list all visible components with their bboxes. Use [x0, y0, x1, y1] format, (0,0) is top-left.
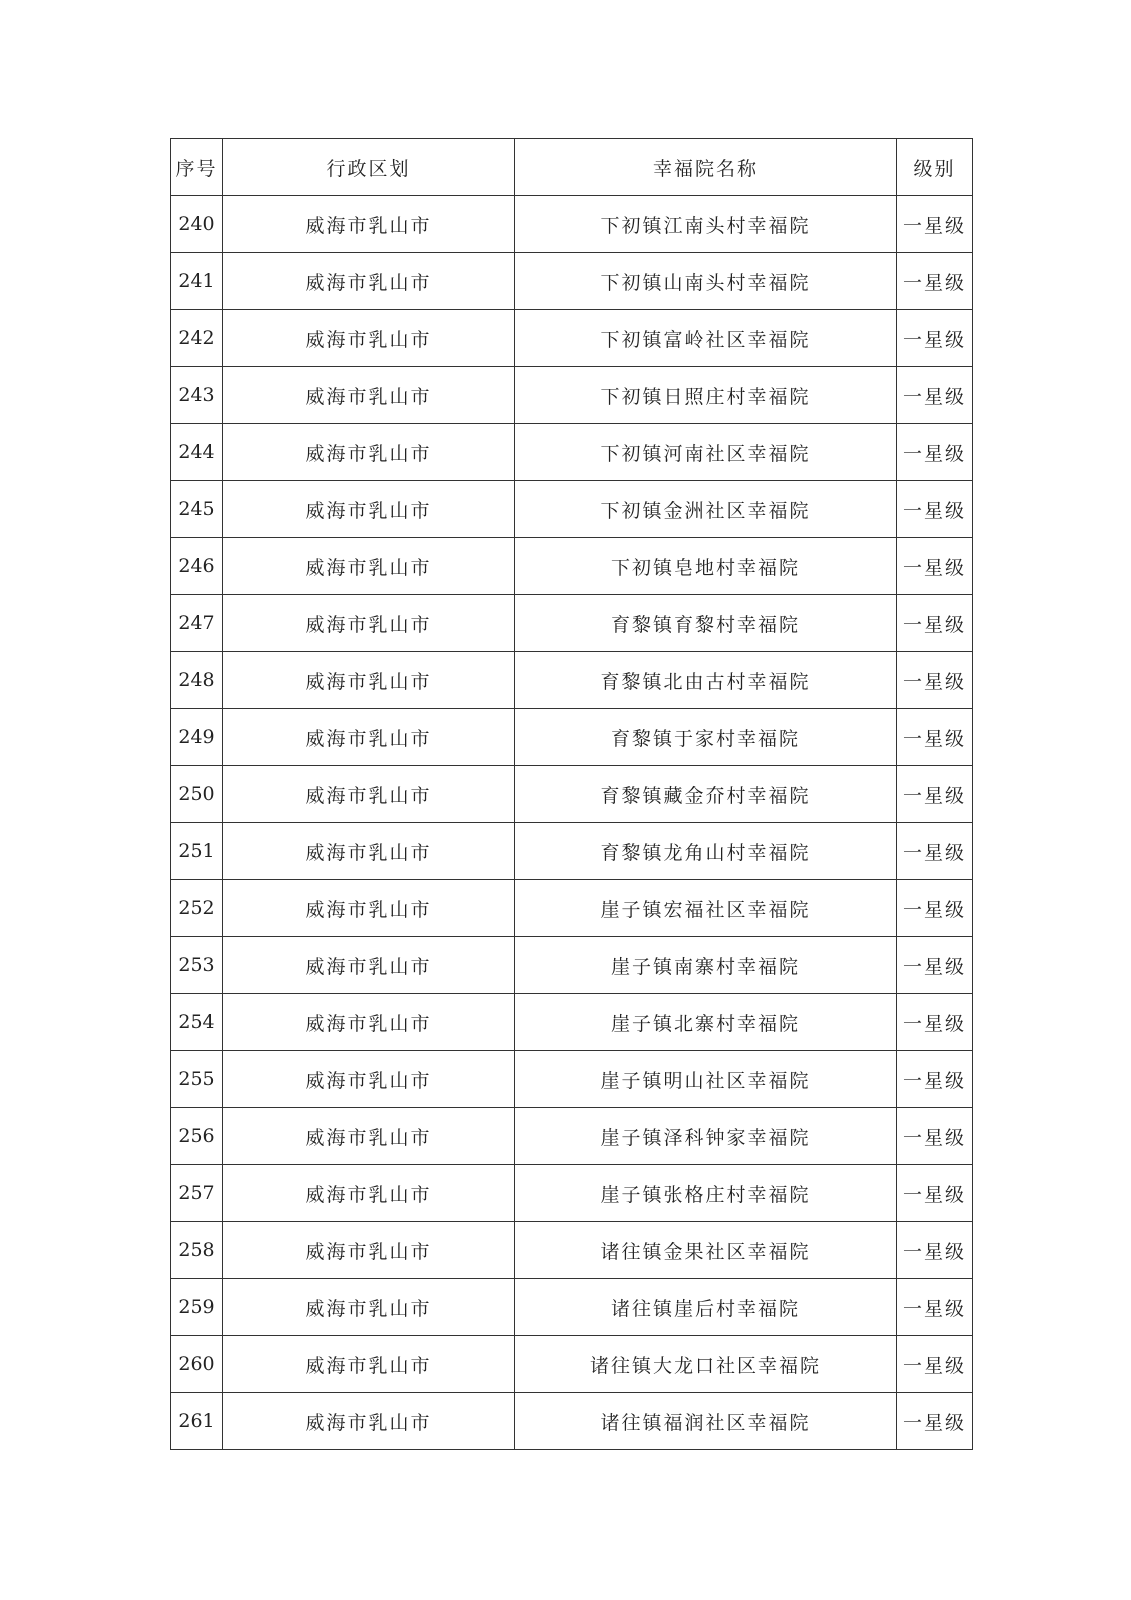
table-row	[171, 196, 973, 253]
cell-index: 245	[171, 481, 223, 538]
cell-name: 崖子镇宏福社区幸福院	[515, 880, 897, 937]
table-row	[171, 1222, 973, 1279]
cell-index: 253	[171, 937, 223, 994]
cell-index: 259	[171, 1279, 223, 1336]
cell-name: 育黎镇北由古村幸福院	[515, 652, 897, 709]
cell-region: 威海市乳山市	[223, 652, 515, 709]
cell-level: 一星级	[897, 196, 973, 253]
cell-level: 一星级	[897, 1393, 973, 1450]
header-region: 行政区划	[223, 139, 515, 196]
table-row	[171, 1393, 973, 1450]
cell-name: 崖子镇北寨村幸福院	[515, 994, 897, 1051]
cell-region: 威海市乳山市	[223, 196, 515, 253]
cell-region: 威海市乳山市	[223, 538, 515, 595]
cell-name: 下初镇富岭社区幸福院	[515, 310, 897, 367]
table-body	[171, 196, 973, 1450]
cell-level: 一星级	[897, 310, 973, 367]
table-row	[171, 367, 973, 424]
cell-index: 241	[171, 253, 223, 310]
table-row	[171, 1051, 973, 1108]
cell-region: 威海市乳山市	[223, 310, 515, 367]
table-row	[171, 1108, 973, 1165]
cell-region: 威海市乳山市	[223, 1108, 515, 1165]
cell-level: 一星级	[897, 709, 973, 766]
cell-index: 254	[171, 994, 223, 1051]
cell-level: 一星级	[897, 1051, 973, 1108]
table-row	[171, 595, 973, 652]
cell-level: 一星级	[897, 424, 973, 481]
table-row	[171, 994, 973, 1051]
cell-level: 一星级	[897, 1165, 973, 1222]
table-row	[171, 1165, 973, 1222]
cell-index: 260	[171, 1336, 223, 1393]
cell-region: 威海市乳山市	[223, 595, 515, 652]
cell-index: 244	[171, 424, 223, 481]
table-row	[171, 310, 973, 367]
cell-index: 248	[171, 652, 223, 709]
table-row	[171, 652, 973, 709]
cell-name: 下初镇日照庄村幸福院	[515, 367, 897, 424]
cell-level: 一星级	[897, 1336, 973, 1393]
cell-region: 威海市乳山市	[223, 1165, 515, 1222]
cell-name: 育黎镇龙角山村幸福院	[515, 823, 897, 880]
cell-index: 249	[171, 709, 223, 766]
cell-name: 下初镇皂地村幸福院	[515, 538, 897, 595]
cell-level: 一星级	[897, 766, 973, 823]
cell-name: 崖子镇南寨村幸福院	[515, 937, 897, 994]
cell-name: 诸往镇崖后村幸福院	[515, 1279, 897, 1336]
cell-region: 威海市乳山市	[223, 1051, 515, 1108]
header-name: 幸福院名称	[515, 139, 897, 196]
cell-level: 一星级	[897, 538, 973, 595]
cell-index: 246	[171, 538, 223, 595]
cell-region: 威海市乳山市	[223, 424, 515, 481]
table-row	[171, 880, 973, 937]
cell-index: 255	[171, 1051, 223, 1108]
cell-name: 崖子镇泽科钟家幸福院	[515, 1108, 897, 1165]
cell-index: 250	[171, 766, 223, 823]
table-row	[171, 766, 973, 823]
cell-region: 威海市乳山市	[223, 994, 515, 1051]
table-row	[171, 538, 973, 595]
cell-level: 一星级	[897, 1108, 973, 1165]
happiness-home-table	[170, 138, 973, 1450]
cell-name: 诸往镇福润社区幸福院	[515, 1393, 897, 1450]
cell-region: 威海市乳山市	[223, 937, 515, 994]
cell-name: 下初镇江南头村幸福院	[515, 196, 897, 253]
cell-region: 威海市乳山市	[223, 253, 515, 310]
cell-level: 一星级	[897, 823, 973, 880]
cell-name: 诸往镇大龙口社区幸福院	[515, 1336, 897, 1393]
cell-region: 威海市乳山市	[223, 1336, 515, 1393]
header-index: 序号	[171, 139, 223, 196]
cell-index: 242	[171, 310, 223, 367]
table-row	[171, 253, 973, 310]
cell-name: 诸往镇金果社区幸福院	[515, 1222, 897, 1279]
cell-index: 258	[171, 1222, 223, 1279]
cell-index: 256	[171, 1108, 223, 1165]
cell-name: 下初镇金洲社区幸福院	[515, 481, 897, 538]
cell-level: 一星级	[897, 1279, 973, 1336]
table-row	[171, 1279, 973, 1336]
cell-name: 崖子镇张格庄村幸福院	[515, 1165, 897, 1222]
table-row	[171, 1336, 973, 1393]
cell-region: 威海市乳山市	[223, 481, 515, 538]
cell-level: 一星级	[897, 481, 973, 538]
cell-region: 威海市乳山市	[223, 709, 515, 766]
cell-level: 一星级	[897, 937, 973, 994]
cell-region: 威海市乳山市	[223, 367, 515, 424]
cell-name: 下初镇河南社区幸福院	[515, 424, 897, 481]
cell-region: 威海市乳山市	[223, 880, 515, 937]
table-header-row	[171, 139, 973, 196]
cell-name: 育黎镇于家村幸福院	[515, 709, 897, 766]
table-row	[171, 709, 973, 766]
cell-index: 261	[171, 1393, 223, 1450]
header-level: 级别	[897, 139, 973, 196]
cell-region: 威海市乳山市	[223, 1393, 515, 1450]
table-row	[171, 823, 973, 880]
table-row	[171, 424, 973, 481]
table-row	[171, 937, 973, 994]
cell-level: 一星级	[897, 367, 973, 424]
cell-region: 威海市乳山市	[223, 766, 515, 823]
cell-index: 240	[171, 196, 223, 253]
cell-name: 崖子镇明山社区幸福院	[515, 1051, 897, 1108]
cell-name: 育黎镇育黎村幸福院	[515, 595, 897, 652]
cell-level: 一星级	[897, 595, 973, 652]
cell-level: 一星级	[897, 652, 973, 709]
cell-region: 威海市乳山市	[223, 1222, 515, 1279]
cell-level: 一星级	[897, 994, 973, 1051]
cell-index: 247	[171, 595, 223, 652]
cell-name: 育黎镇藏金夼村幸福院	[515, 766, 897, 823]
table-row	[171, 481, 973, 538]
cell-level: 一星级	[897, 253, 973, 310]
cell-region: 威海市乳山市	[223, 823, 515, 880]
cell-level: 一星级	[897, 880, 973, 937]
cell-index: 251	[171, 823, 223, 880]
cell-region: 威海市乳山市	[223, 1279, 515, 1336]
cell-index: 252	[171, 880, 223, 937]
cell-index: 257	[171, 1165, 223, 1222]
cell-level: 一星级	[897, 1222, 973, 1279]
cell-name: 下初镇山南头村幸福院	[515, 253, 897, 310]
cell-index: 243	[171, 367, 223, 424]
